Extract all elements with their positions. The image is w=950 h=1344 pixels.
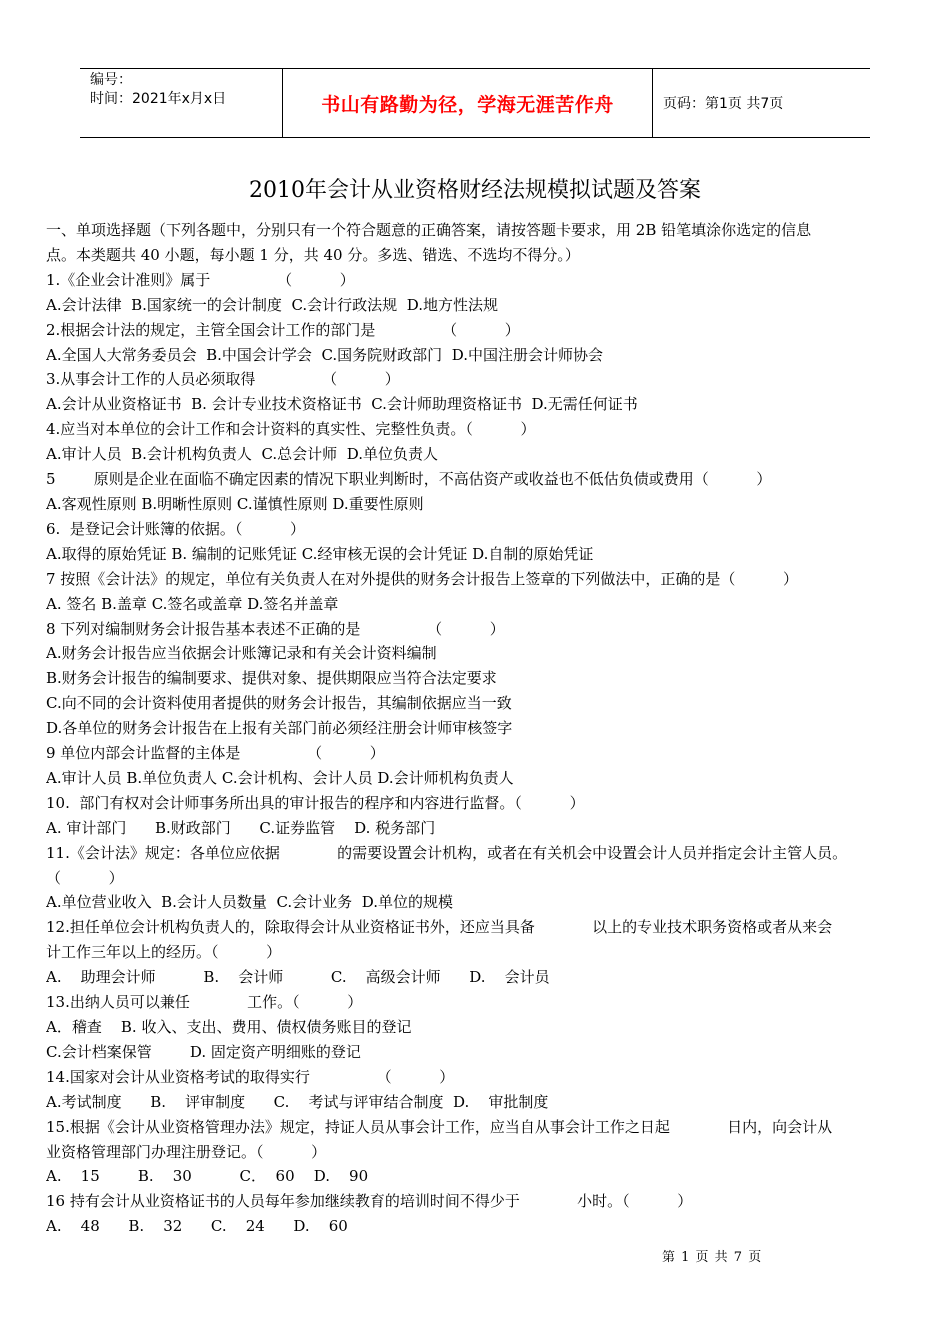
text-line: D.各单位的财务会计报告在上报有关部门前必须经注册会计师审核签字 (46, 719, 513, 738)
text-line: 6. 是登记会计账簿的依据。（ ） (46, 519, 306, 538)
text-line: A. 审计部门 B.财政部门 C.证券监管 D. 税务部门 (46, 818, 436, 837)
text-line: A.审计人员 B.会计机构负责人 C.总会计师 D.单位负责人 (46, 445, 438, 464)
text-line: 点。本类题共 40 小题，每小题 1 分，共 40 分。多选、错选、不选均不得分。） (46, 245, 580, 264)
text-line: C.会计档案保管 D. 固定资产明细账的登记 (46, 1042, 361, 1061)
question-body (46, 218, 914, 1239)
page-number-label: 页码：第1页 共7页 (663, 96, 784, 112)
text-line: A.取得的原始凭证 B. 编制的记账凭证 C.经审核无误的会计凭证 D.自制的原始凭证 (46, 544, 594, 563)
text-line: （ ） (46, 868, 124, 887)
serial-number-label: 编号： (90, 72, 132, 88)
text-line: A. 48 B. 32 C. 24 D. 60 (46, 1217, 348, 1236)
text-line: A.财务会计报告应当依据会计账簿记录和有关会计资料编制 (46, 644, 437, 663)
date-label: 时间：2021年x月x日 (90, 91, 227, 107)
text-line: A.会计法律 B.国家统一的会计制度 C.会计行政法规 D.地方性法规 (46, 295, 498, 314)
text-line: C.向不同的会计资料使用者提供的财务会计报告，其编制依据应当一致 (46, 694, 512, 713)
text-line: 10. 部门有权对会计师事务所出具的审计报告的程序和内容进行监督。（ ） (46, 793, 585, 812)
text-line: 8 下列对编制财务会计报告基本表述不正确的是 （ ） (46, 619, 505, 638)
page-number-cell (653, 69, 870, 137)
text-line: 一、单项选择题（下列各题中，分别只有一个符合题意的正确答案，请按答题卡要求，用 2B 铅笔填涂你选定的信息 (46, 221, 812, 239)
text-line: A.单位营业收入 B.会计人员数量 C.会计业务 D.单位的规模 (46, 893, 453, 912)
page-footer: 第 1 页 共 7 页 (662, 1250, 763, 1265)
text-line: A．稽查 B. 收入、支出、费用、债权债务账目的登记 (46, 1018, 412, 1036)
text-line: 计工作三年以上的经历。（ ） (46, 943, 282, 962)
text-line: 13.出纳人员可以兼任 工作。（ ） (46, 993, 363, 1012)
text-line: A. 15 B. 30 C． 60 D. 90 (46, 1167, 369, 1186)
text-line: 14.国家对会计从业资格考试的取得实行 （ ） (46, 1067, 455, 1086)
text-line: A.考试制度 B. 评审制度 C. 考试与评审结合制度 D. 审批制度 (46, 1092, 549, 1111)
text-line: A.会计从业资格证书 B. 会计专业技术资格证书 C.会计师助理资格证书 D.无需任何证书 (46, 395, 638, 414)
text-line: 7 按照《会计法》的规定，单位有关负责人在对外提供的财务会计报告上签章的下列做法中，正确的是（ ） (46, 569, 798, 588)
text-line: 4.应当对本单位的会计工作和会计资料的真实性、完整性负责。（ ） (46, 420, 536, 439)
text-line: 11.《会计法》规定：各单位应依据 的需要设置会计机构，或者在有关机会中设置会计人员并指定会计主管人员。 (46, 843, 848, 862)
text-line: A.全国人大常务委员会 B.中国会计学会 C.国务院财政部门 D.中国注册会计师协会 (46, 345, 603, 364)
text-line: A. 助理会计师 B. 会计师 C. 高级会计师 D. 会计员 (46, 968, 550, 987)
text-line: 业资格管理部门办理注册登记。（ ） (46, 1142, 327, 1161)
header-meta-cell (80, 69, 283, 137)
text-line: B.财务会计报告的编制要求、提供对象、提供期限应当符合法定要求 (46, 669, 497, 688)
text-line: 1.《企业会计准则》属于 （ ） (46, 270, 355, 289)
motto-cell (283, 69, 653, 137)
text-line: 9 单位内部会计监督的主体是 （ ） (46, 744, 385, 763)
motto-text: 书山有路勤为径，学海无涯苦作舟 (321, 93, 614, 116)
text-line: A. 签名 B.盖章 C.签名或盖章 D.签名并盖章 (46, 594, 339, 613)
text-line: 15.根据《会计从业资格管理办法》规定，持证人员从事会计工作，应当自从事会计工作之日起 日内，向会计从 (46, 1117, 833, 1136)
text-line: 3.从事会计工作的人员必须取得 （ ） (46, 370, 400, 389)
text-line: 16 持有会计从业资格证书的人员每年参加继续教育的培训时间不得少于 小时。（ ） (46, 1192, 693, 1211)
text-line: A.客观性原则 B.明晰性原则 C.谨慎性原则 D.重要性原则 (46, 494, 424, 513)
document-title: 2010年会计从业资格财经法规模拟试题及答案 (249, 178, 701, 203)
text-line: 5 原则是企业在面临不确定因素的情况下职业判断时，不高估资产或收益也不低估负债或费用（ ） (46, 470, 772, 489)
header-table (80, 68, 870, 138)
text-line: 12.担任单位会计机构负责人的，除取得会计从业资格证书外，还应当具备 以上的专业技术职务资格或者从来会 (46, 918, 833, 937)
text-line: A.审计人员 B.单位负责人 C.会计机构、会计人员 D.会计师机构负责人 (46, 768, 514, 787)
text-line: 2.根据会计法的规定，主管全国会计工作的部门是 （ ） (46, 320, 520, 339)
